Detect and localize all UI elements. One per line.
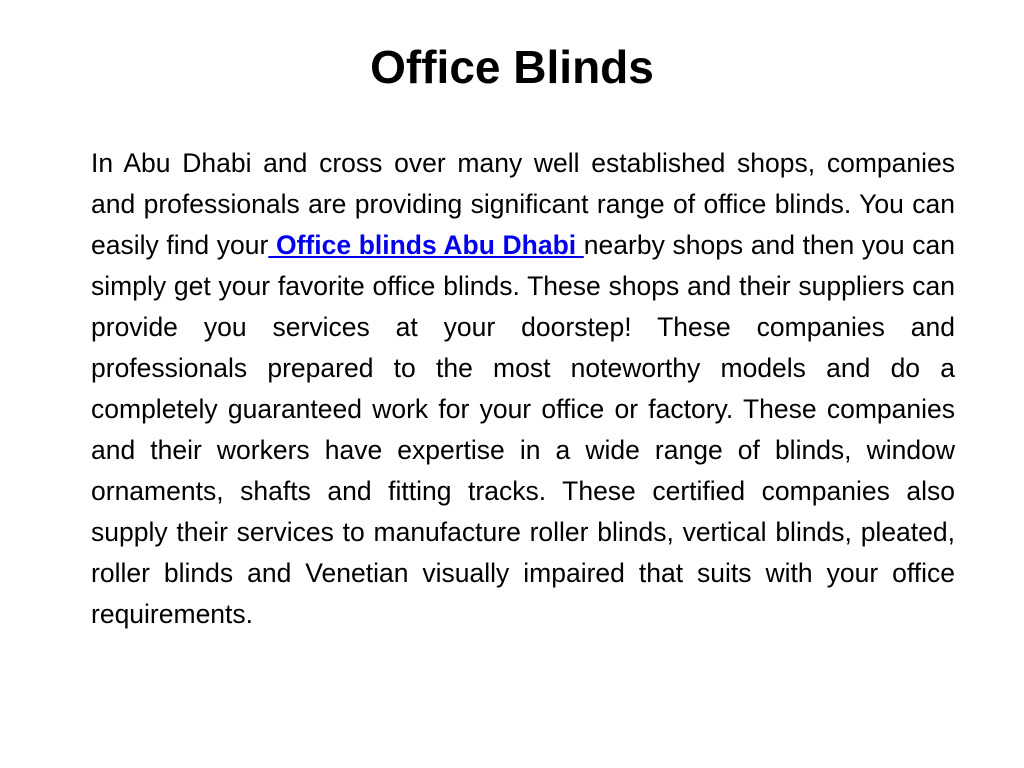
body-paragraph — [91, 143, 955, 635]
paragraph-text-after-link: nearby shops and then you can simply get your favorite office blinds. These shops and their suppliers can provide you services at your doorstep! These companies and professionals prepared to the most noteworthy models and do a completely guaranteed work for your office or factory. These companies and their workers have expertise in a wide range of blinds, window ornaments, shafts and fitting tracks. These certified companies also supply their services to manufacture roller blinds, vertical blinds, pleated, roller blinds and Venetian visually impaired that suits with your office requirements. — [91, 230, 955, 629]
office-blinds-abu-dhabi-link[interactable]: Office blinds Abu Dhabi — [268, 230, 584, 260]
paragraph-text-before-link: In Abu Dhabi and cross over many well established shops, companies and professionals are providing significant range of office blinds. You can easily find your — [91, 148, 955, 260]
slide-title: Office Blinds — [370, 41, 654, 93]
